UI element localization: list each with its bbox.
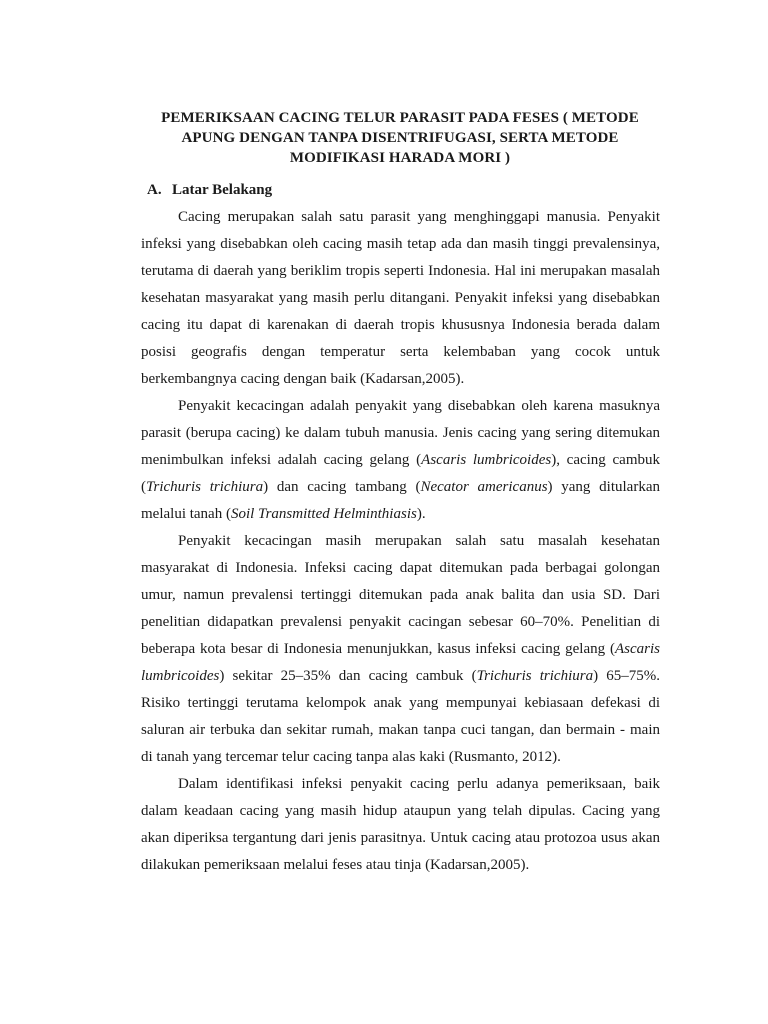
paragraph-line: Dalam identifikasi infeksi penyakit cacing perlu adanya pemeriksaan, baik <box>178 776 660 792</box>
document-title <box>150 108 650 168</box>
paragraph-line: infeksi yang disebabkan oleh cacing masih tetap ada dan masih tinggi prevalensinya, <box>141 236 660 252</box>
paragraph <box>141 204 660 393</box>
paragraph-line: Penyakit kecacingan adalah penyakit yang disebabkan oleh karena masuknya <box>178 398 660 414</box>
paragraph-line: masyarakat di Indonesia. Infeksi cacing dapat ditemukan pada berbagai golongan <box>141 560 660 576</box>
paragraph-line: umur, namun prevalensi tertinggi ditemukan pada anak balita dan usia SD. Dari <box>141 587 660 603</box>
italic-term: lumbricoides <box>141 668 220 684</box>
paragraph-line: (Trichuris trichiura) dan cacing tambang (Necator americanus) yang ditularkan <box>141 479 660 495</box>
italic-term: Necator americanus <box>420 479 548 495</box>
paragraph-line: akan diperiksa tergantung dari jenis parasitnya. Untuk cacing atau protozoa usus akan <box>141 830 660 846</box>
paragraph-line: dilakukan pemeriksaan melalui feses atau tinja (Kadarsan,2005). <box>141 857 530 873</box>
paragraph-line: melalui tanah (Soil Transmitted Helminthiasis). <box>141 506 426 522</box>
paragraph-line: cacing itu dapat di karenakan di daerah tropis khususnya Indonesia berada dalam <box>141 317 660 333</box>
section-title: Latar Belakang <box>172 182 273 198</box>
paragraph-line: Cacing merupakan salah satu parasit yang menghinggapi manusia. Penyakit <box>178 209 660 225</box>
paragraph-line: Risiko tertinggi terutama kelompok anak yang mempunyai kebiasaan defekasi di <box>141 695 660 711</box>
italic-term: Soil Transmitted Helminthiasis <box>230 506 417 522</box>
paragraph-line: kesehatan masyarakat yang masih perlu ditangani. Penyakit infeksi yang disebabkan <box>141 290 660 306</box>
title-line: MODIFIKASI HARADA MORI ) <box>289 150 511 166</box>
italic-term: Trichuris trichiura <box>476 668 594 684</box>
paragraph-line: Penyakit kecacingan masih merupakan salah satu masalah kesehatan <box>178 533 660 549</box>
paragraph-line: parasit (berupa cacing) ke dalam tubuh manusia. Jenis cacing yang sering ditemukan <box>141 425 660 441</box>
title-line: APUNG DENGAN TANPA DISENTRIFUGASI, SERTA METODE <box>181 130 619 146</box>
document-body <box>141 204 660 879</box>
paragraph-line: saluran air terbuka dan sekitar rumah, makan tanpa cuci tangan, dan bermain - main <box>141 722 660 738</box>
italic-term: Trichuris trichiura <box>146 479 264 495</box>
paragraph-line: beberapa kota besar di Indonesia menunjukkan, kasus infeksi cacing gelang (Ascaris <box>141 641 660 657</box>
section-heading <box>147 180 272 200</box>
paragraph <box>141 771 660 879</box>
title-line: PEMERIKSAAN CACING TELUR PARASIT PADA FESES ( METODE <box>161 110 639 126</box>
paragraph <box>141 528 660 771</box>
paragraph-line: penelitian didapatkan prevalensi penyakit cacingan sebesar 60–70%. Penelitian di <box>141 614 660 630</box>
paragraph-line: terutama di daerah yang beriklim tropis seperti Indonesia. Hal ini merupakan masalah <box>141 263 660 279</box>
italic-term: Ascaris <box>615 641 660 657</box>
paragraph-line: posisi geografis dengan temperatur serta kelembaban yang cocok untuk <box>141 344 660 360</box>
paragraph <box>141 393 660 528</box>
section-number: A. <box>147 182 162 198</box>
paragraph-line: berkembangnya cacing dengan baik (Kadarsan,2005). <box>141 371 465 387</box>
paragraph-line: lumbricoides) sekitar 25–35% dan cacing cambuk (Trichuris trichiura) 65–75%. <box>141 668 660 684</box>
italic-term: Ascaris lumbricoides <box>421 452 552 468</box>
paragraph-line: menimbulkan infeksi adalah cacing gelang (Ascaris lumbricoides), cacing cambuk <box>141 452 661 468</box>
paragraph-line: di tanah yang tercemar telur cacing tanpa alas kaki (Rusmanto, 2012). <box>141 749 561 765</box>
paragraph-line: dalam keadaan cacing yang masih hidup ataupun yang telah dipulas. Cacing yang <box>141 803 660 819</box>
